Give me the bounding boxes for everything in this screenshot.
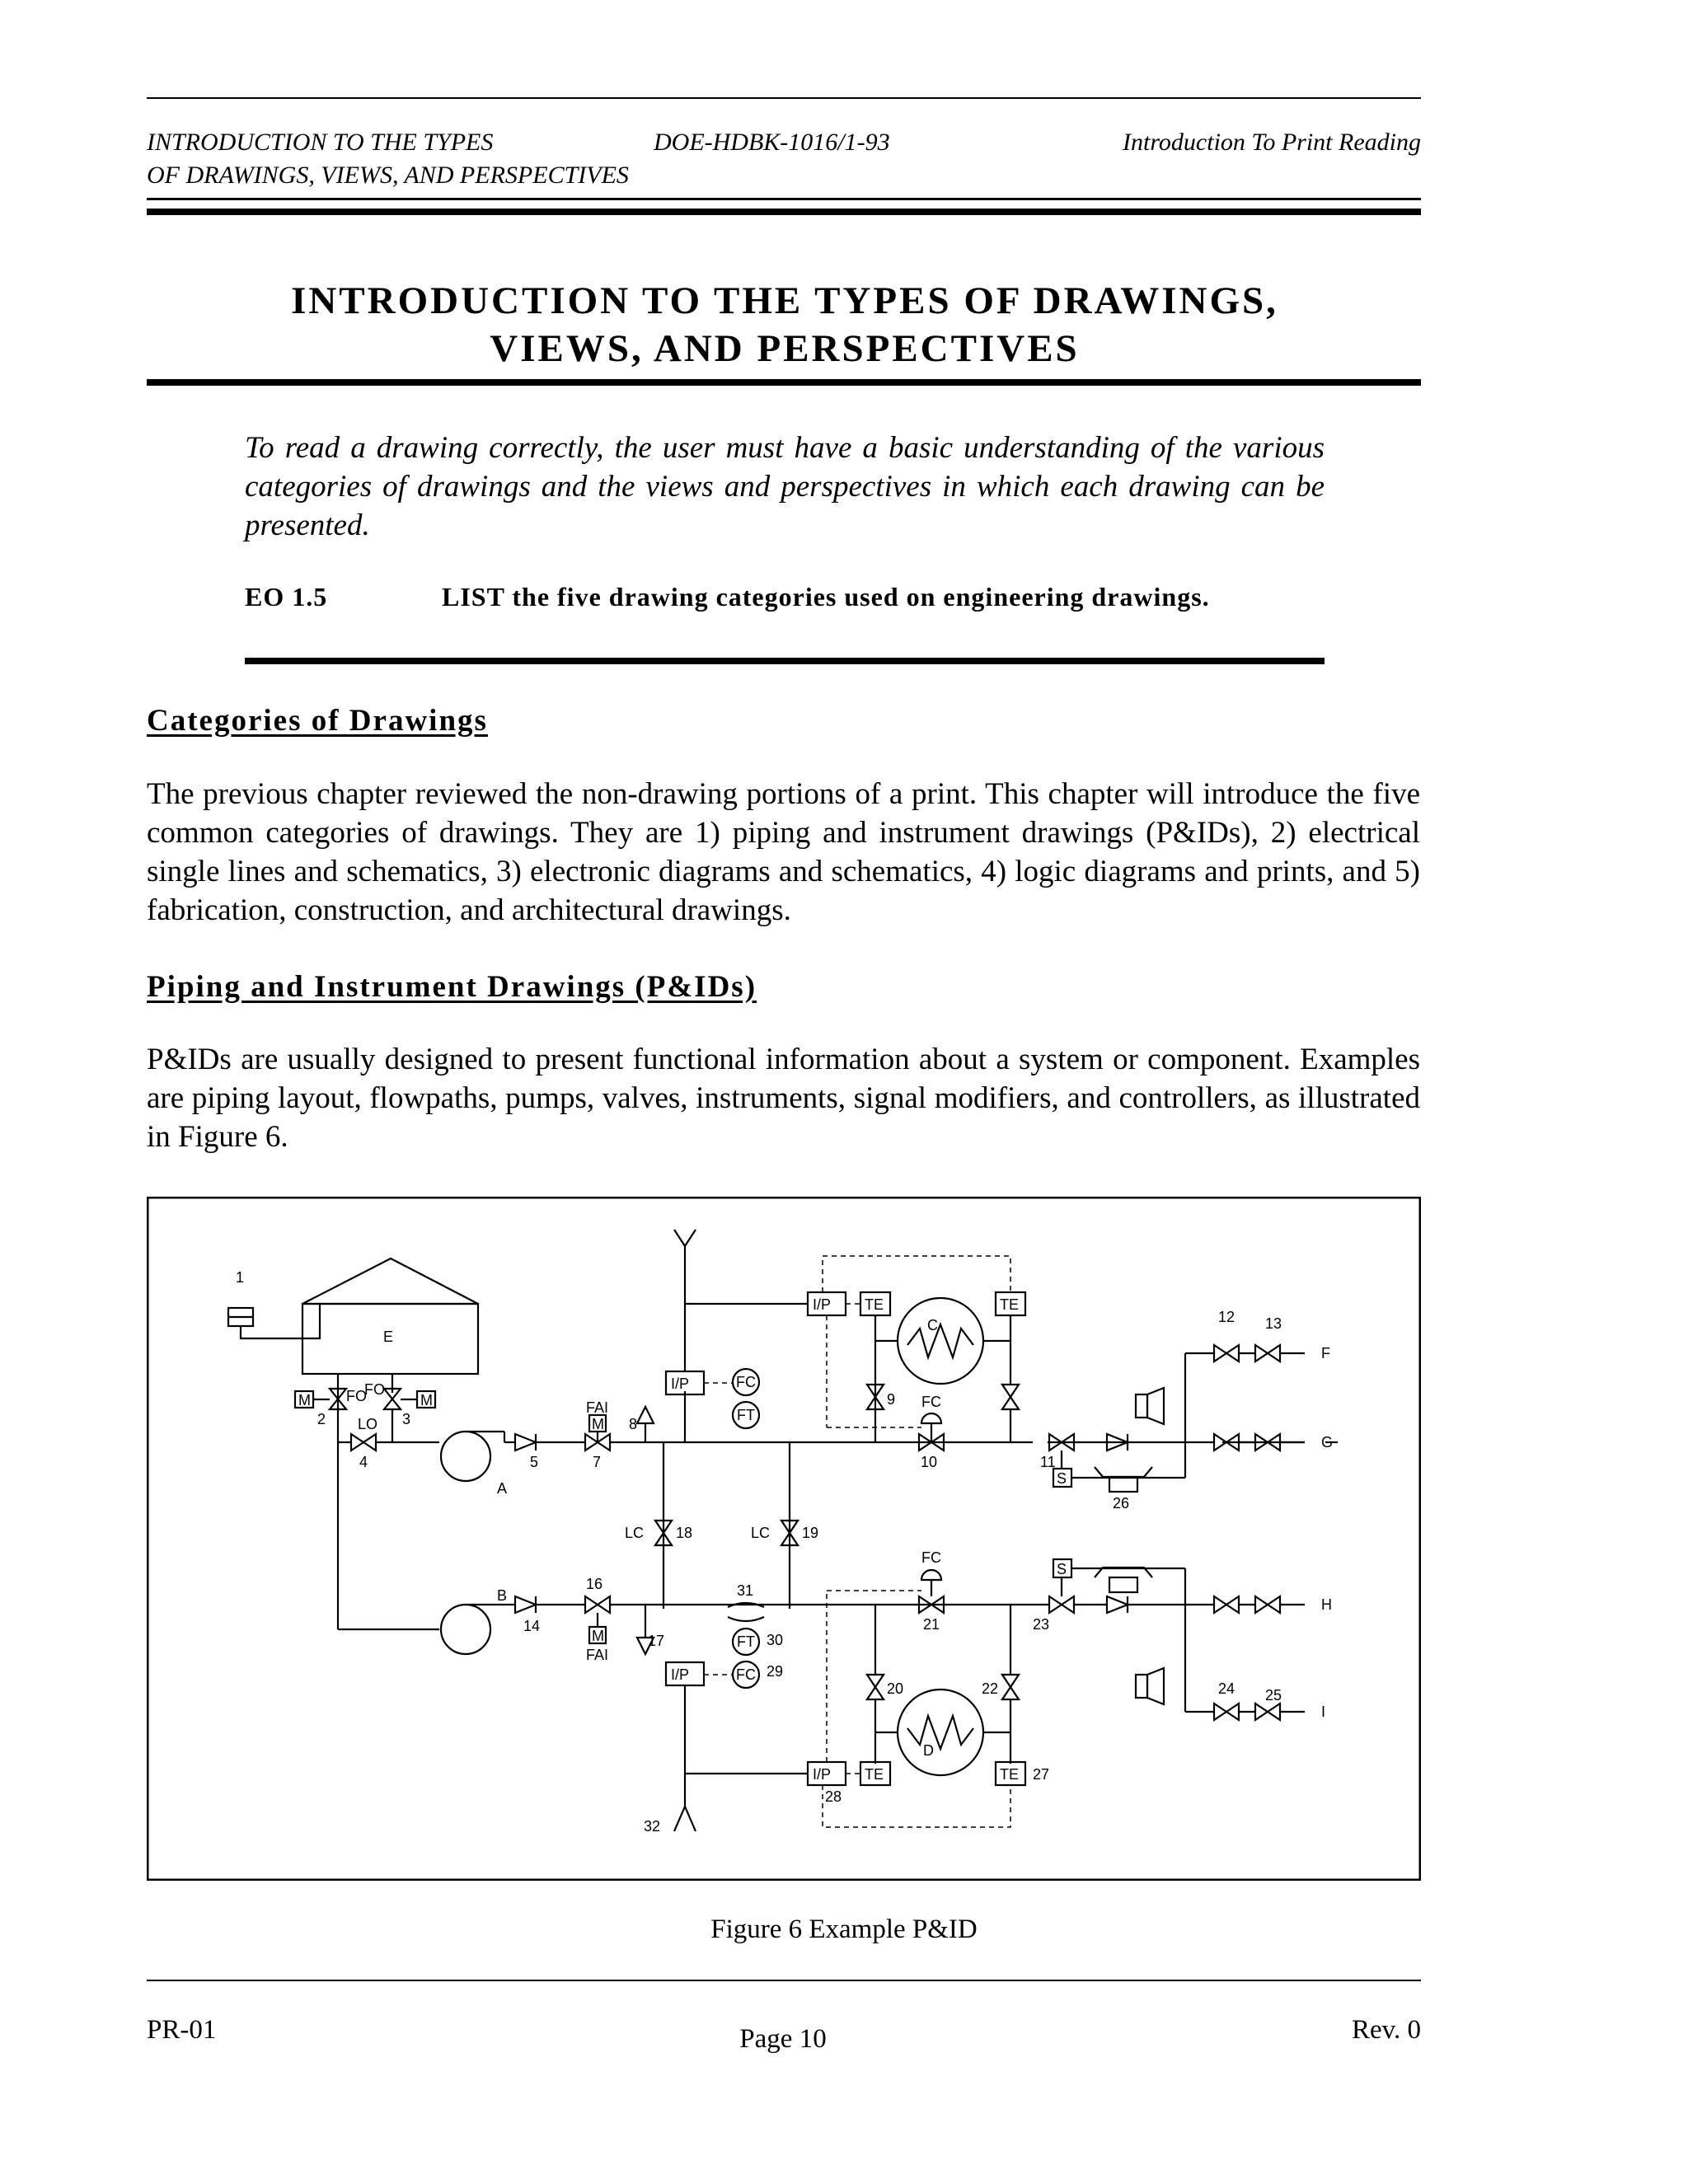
label-m-2: M bbox=[298, 1392, 311, 1408]
label-out-h: H bbox=[1321, 1596, 1332, 1613]
tank-roof bbox=[302, 1258, 478, 1304]
label-lc-18: LC bbox=[625, 1525, 645, 1541]
figure-caption: Figure 6 Example P&ID bbox=[710, 1915, 978, 1944]
label-out-f: F bbox=[1321, 1345, 1330, 1361]
valve-13 bbox=[1255, 1345, 1280, 1361]
label-te-1: TE bbox=[865, 1296, 884, 1313]
label-fai-7: FAI bbox=[586, 1399, 609, 1416]
label-ft-upper: FT bbox=[737, 1407, 755, 1423]
label-n8: 8 bbox=[629, 1416, 638, 1432]
label-n11: 11 bbox=[1040, 1454, 1056, 1470]
valve-23 bbox=[1049, 1596, 1074, 1613]
check-valve-5 bbox=[515, 1434, 536, 1451]
valve-25 bbox=[1255, 1704, 1280, 1720]
label-n30: 30 bbox=[767, 1632, 784, 1648]
label-fc-upper: FC bbox=[736, 1374, 756, 1390]
label-ip-top: I/P bbox=[813, 1296, 832, 1313]
label-m-7: M bbox=[592, 1416, 604, 1432]
label-te-2: TE bbox=[1000, 1296, 1020, 1313]
label-n3: 3 bbox=[402, 1411, 411, 1427]
footer-page-number: Page 10 bbox=[739, 2024, 827, 2054]
alarm-upper bbox=[1136, 1394, 1147, 1418]
header-bottom-thin-rule bbox=[147, 198, 1421, 200]
label-n2: 2 bbox=[317, 1411, 326, 1427]
label-n16: 16 bbox=[586, 1576, 603, 1592]
objective-text: LIST the five drawing categories used on engineering drawings. bbox=[442, 582, 1210, 612]
label-ip-upper: I/P bbox=[671, 1376, 690, 1392]
label-s-upper: S bbox=[1057, 1470, 1067, 1487]
label-n27: 27 bbox=[1033, 1766, 1050, 1783]
pump-a bbox=[441, 1432, 490, 1481]
valve-24 bbox=[1214, 1704, 1239, 1720]
relief-valve-8 bbox=[637, 1407, 654, 1423]
label-n10: 10 bbox=[921, 1454, 938, 1470]
pid-diagram bbox=[147, 1197, 1421, 1881]
label-n19: 19 bbox=[802, 1525, 819, 1541]
page-title-line2: VIEWS, AND PERSPECTIVES bbox=[490, 327, 1080, 370]
label-n29: 29 bbox=[767, 1663, 784, 1680]
label-n9: 9 bbox=[887, 1391, 896, 1408]
header-left-line2: OF DRAWINGS, VIEWS, AND PERSPECTIVES bbox=[147, 162, 629, 189]
label-fc-lower: FC bbox=[736, 1666, 756, 1683]
label-m-16: M bbox=[592, 1628, 604, 1644]
label-n24: 24 bbox=[1218, 1680, 1236, 1697]
page-title-line1: INTRODUCTION TO THE TYPES OF DRAWINGS, bbox=[291, 279, 1278, 322]
label-ip-lower: I/P bbox=[671, 1666, 690, 1683]
label-hx-d: D bbox=[923, 1742, 934, 1759]
pump-b bbox=[441, 1605, 490, 1654]
label-fai-16: FAI bbox=[586, 1647, 609, 1663]
footer-rule bbox=[147, 1980, 1421, 1981]
label-ft-lower: FT bbox=[737, 1633, 755, 1650]
label-n1: 1 bbox=[236, 1269, 245, 1286]
check-valve-14 bbox=[515, 1596, 536, 1613]
section-heading-categories: Categories of Drawings bbox=[147, 704, 488, 738]
label-out-g: G bbox=[1321, 1434, 1334, 1451]
label-s-lower: S bbox=[1057, 1561, 1067, 1577]
label-n4: 4 bbox=[359, 1454, 368, 1470]
label-n28: 28 bbox=[825, 1788, 842, 1805]
label-pump-b: B bbox=[497, 1587, 508, 1604]
footer-revision: Rev. 0 bbox=[1351, 2015, 1421, 2045]
label-n21: 21 bbox=[923, 1616, 940, 1633]
label-fo-3: FO bbox=[364, 1381, 385, 1398]
label-n12: 12 bbox=[1218, 1309, 1236, 1325]
label-n17: 17 bbox=[648, 1633, 665, 1649]
label-n5: 5 bbox=[530, 1454, 539, 1470]
label-n22: 22 bbox=[982, 1680, 999, 1697]
section-body-categories: The previous chapter reviewed the non-drawing portions of a print. This chapter will introduce the five common categories of drawings. They are 1) piping and instrument drawings (P&IDs), 2) electrical single lines and schematics, 3) electronic diagrams and schematics, 4) logic diagrams and prints, and 5) fabrication, construction, and architectural drawings. bbox=[147, 777, 1420, 927]
label-tank-e: E bbox=[383, 1329, 394, 1345]
valve-20 bbox=[867, 1675, 884, 1699]
label-n26: 26 bbox=[1113, 1495, 1130, 1511]
label-lc-19: LC bbox=[751, 1525, 771, 1541]
label-te-4: TE bbox=[1000, 1766, 1020, 1783]
intro-paragraph: To read a drawing correctly, the user must have a basic understanding of the various categories of drawings and the views and perspectives in which each drawing can be presented. bbox=[245, 431, 1325, 542]
section-heading-pids: Piping and Instrument Drawings (P&IDs) bbox=[147, 970, 757, 1004]
header-top-rule bbox=[147, 97, 1421, 99]
label-out-i: I bbox=[1321, 1704, 1326, 1720]
label-fc-21: FC bbox=[921, 1549, 941, 1566]
valve-22 bbox=[1002, 1675, 1019, 1699]
section-body-pids: P&IDs are usually designed to present functional information about a system or component. Examples are piping layout, flowpaths, pumps, valves, instruments, signal modifiers, and controllers, as illustrated in Figure 6. bbox=[147, 1043, 1420, 1154]
label-pump-a: A bbox=[497, 1480, 508, 1497]
title-rule bbox=[147, 379, 1421, 386]
label-hx-c: C bbox=[927, 1317, 938, 1333]
header-bottom-thick-rule bbox=[147, 209, 1421, 215]
label-n23: 23 bbox=[1033, 1616, 1050, 1633]
label-lo: LO bbox=[358, 1416, 378, 1432]
header-left-line1: INTRODUCTION TO THE TYPES bbox=[147, 129, 494, 156]
valve-12 bbox=[1214, 1345, 1239, 1361]
objective-code: EO 1.5 bbox=[245, 582, 328, 612]
label-n7: 7 bbox=[593, 1454, 602, 1470]
label-te-3: TE bbox=[865, 1766, 884, 1783]
alarm-lower bbox=[1136, 1675, 1147, 1698]
label-fo-2: FO bbox=[346, 1388, 367, 1404]
label-fc-10: FC bbox=[921, 1394, 941, 1410]
label-n31: 31 bbox=[737, 1582, 754, 1599]
objective-rule bbox=[245, 658, 1325, 664]
header-doc-number: DOE-HDBK-1016/1-93 bbox=[654, 129, 890, 156]
label-n25: 25 bbox=[1265, 1687, 1282, 1704]
label-ip-28: I/P bbox=[813, 1766, 832, 1783]
valve-16 bbox=[585, 1596, 610, 1613]
valve-9b bbox=[1002, 1385, 1019, 1409]
label-m-3: M bbox=[420, 1392, 433, 1408]
header-right-title: Introduction To Print Reading bbox=[1123, 129, 1421, 156]
footer-doc-id: PR-01 bbox=[147, 2015, 217, 2045]
label-n13: 13 bbox=[1265, 1315, 1282, 1332]
label-n18: 18 bbox=[676, 1525, 693, 1541]
label-n20: 20 bbox=[887, 1680, 904, 1697]
label-n14: 14 bbox=[523, 1618, 541, 1634]
label-n32: 32 bbox=[644, 1818, 661, 1835]
valve-4 bbox=[351, 1434, 376, 1451]
